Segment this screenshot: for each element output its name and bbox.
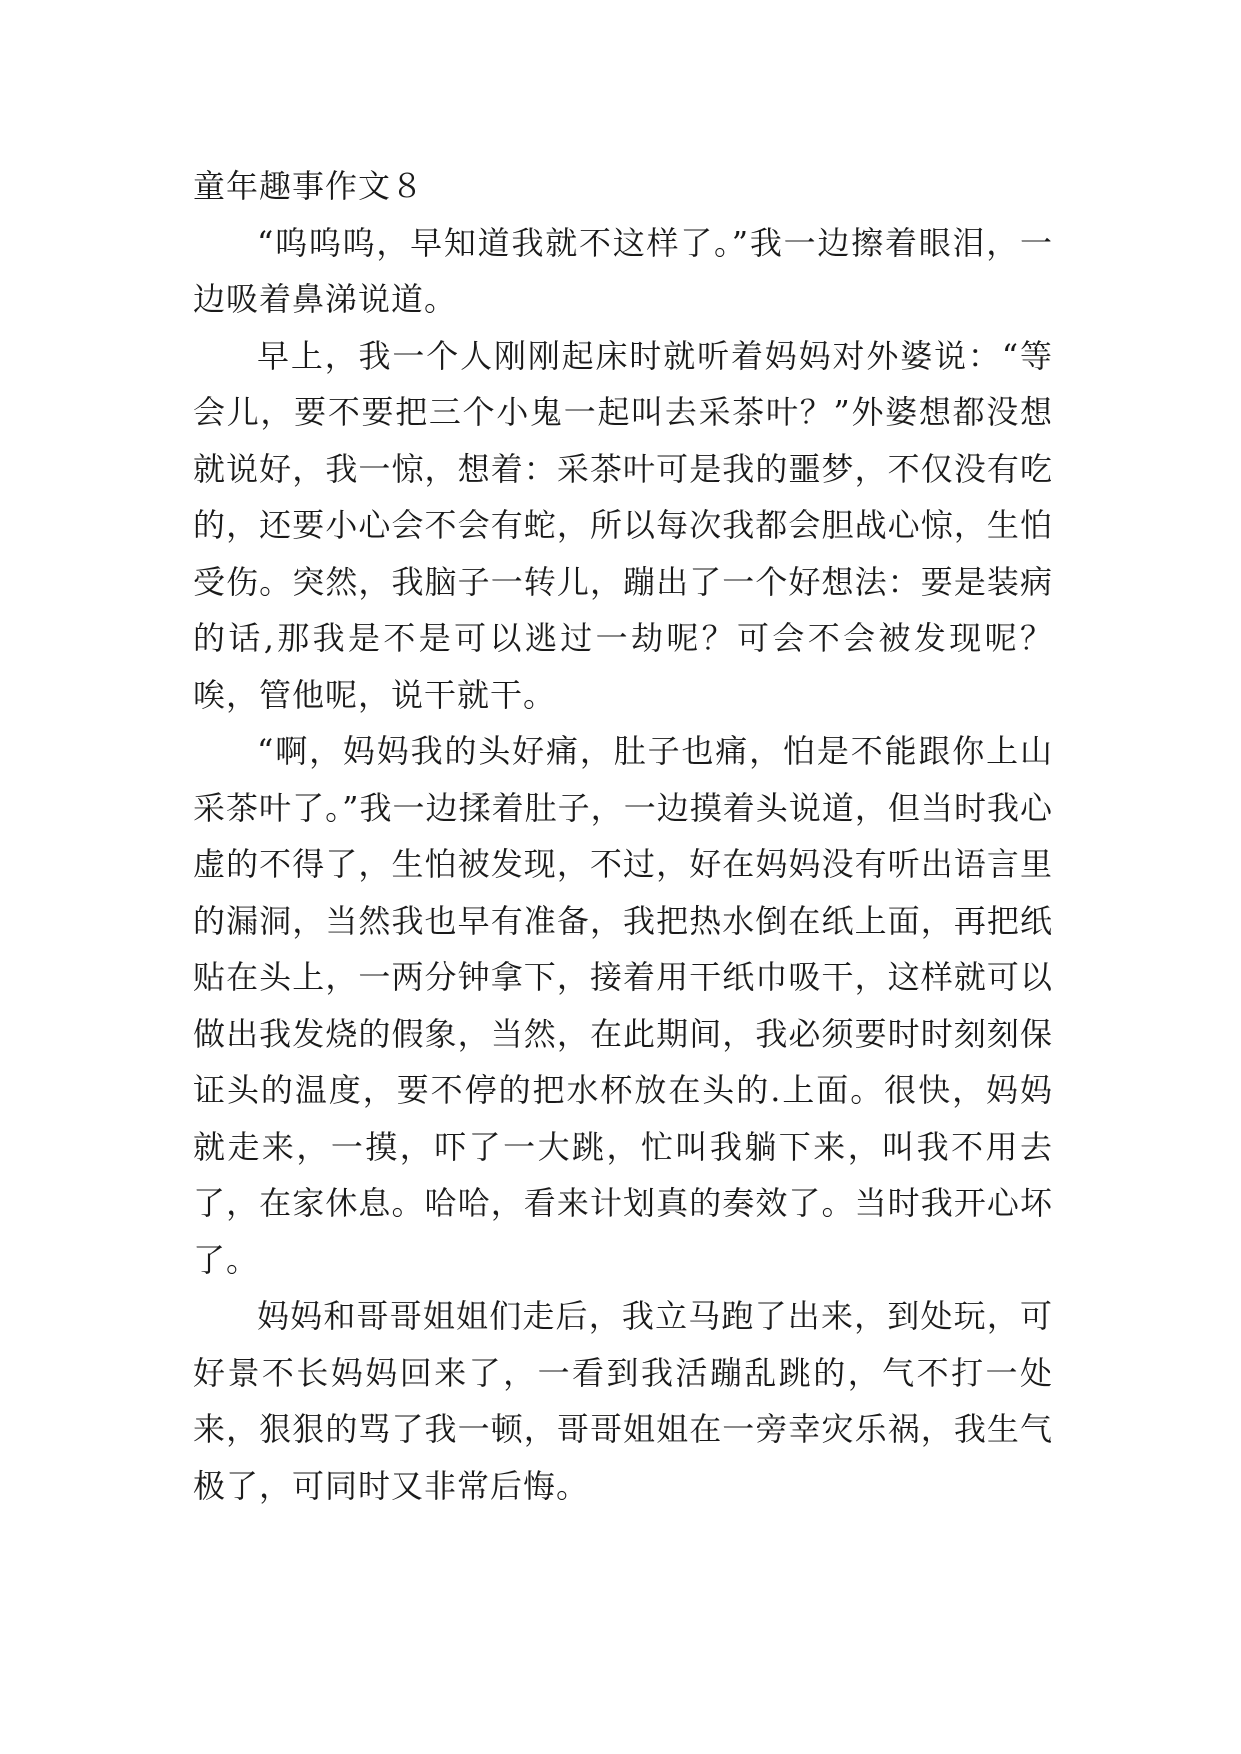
paragraph-4: 妈妈和哥哥姐姐们走后，我立马跑了出来，到处玩，可好景不长妈妈回来了，一看到我活蹦乱跳的，气不打一处来，狠狠的骂了我一顿，哥哥姐姐在一旁幸灾乐祸，我生气极了，可同时又非常后悔。 bbox=[193, 1297, 1053, 1505]
paragraph-1: “呜呜呜，早知道我就不这样了。”我一边擦着眼泪，一边吸着鼻涕说道。 bbox=[193, 223, 1053, 318]
paragraph-2: 早上，我一个人刚刚起床时就听着妈妈对外婆说：“等会儿，要不要把三个小鬼一起叫去采茶叶？”外婆想都没想就说好，我一惊，想着：采茶叶可是我的噩梦，不仅没有吃的，还要小心会不会有蛇，所以每次我都会胆战心惊，生怕受伤。突然，我脑子一转儿，蹦出了一个好想法：要是装病的话,那我是不是可以逃过一劫呢？可会不会被发现呢？唉，管他呢，说干就干。 bbox=[193, 336, 1053, 714]
paragraph-3: “啊，妈妈我的头好痛，肚子也痛，怕是不能跟你上山采茶叶了。”我一边揉着肚子，一边摸着头说道，但当时我心虚的不得了，生怕被发现，不过，好在妈妈没有听出语言里的漏洞，当然我也早有准备，我把热水倒在纸上面，再把纸贴在头上，一两分钟拿下，接着用干纸巾吸干，这样就可以做出我发烧的假象，当然，在此期间，我必须要时时刻刻保证头的温度，要不停的把水杯放在头的.上面。很快，妈妈就走来，一摸，吓了一大跳，忙叫我躺下来，叫我不用去了，在家休息。哈哈，看来计划真的奏效了。当时我开心坏了。 bbox=[193, 732, 1053, 1279]
document-body bbox=[193, 158, 1053, 1514]
document-title: 童年趣事作文８ bbox=[193, 167, 425, 205]
